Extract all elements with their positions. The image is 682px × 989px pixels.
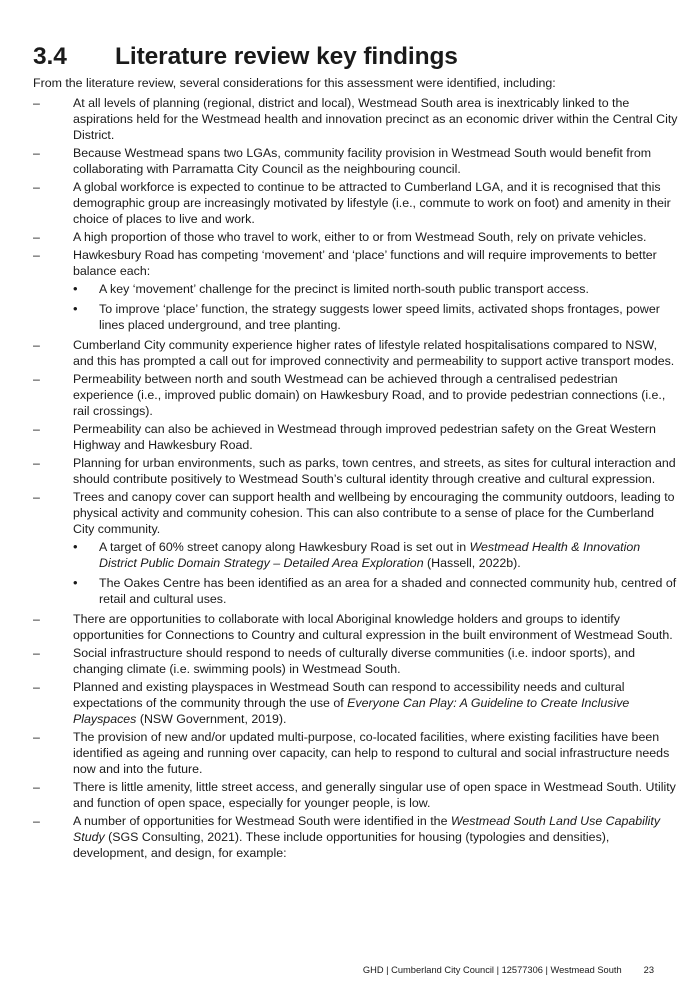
footer-text: GHD | Cumberland City Council | 12577306 | Westmead South: [362, 965, 622, 975]
item-text: Planned and existing playspaces in Westmead South can respond to accessibility needs and cultural expectations of the community through the use of: [73, 680, 625, 710]
finding-item: [33, 95, 678, 143]
intro-paragraph: From the literature review, several considerations for this assessment were identified, including:: [33, 76, 556, 90]
sub-bullet-item: [33, 301, 678, 333]
finding-item: [33, 489, 678, 537]
item-text: Because Westmead spans two LGAs, community facility provision in Westmead South would benefit from collaborating with Parramatta City Council as the neighbouring council.: [73, 146, 652, 176]
document-page: [33, 42, 678, 863]
finding-item: [33, 421, 678, 453]
finding-item: [33, 229, 678, 245]
sub-bullet-item: [33, 281, 678, 297]
finding-item: [33, 337, 678, 369]
item-text: Permeability can also be achieved in Westmead through improved pedestrian safety on the Great Western Highway and Hawkesbury Road.: [73, 422, 656, 452]
section-number: 3.4: [33, 43, 67, 70]
item-text: The Oakes Centre has been identified as an area for a shaded and connected community hub, centred of retail and cultural uses.: [99, 576, 677, 606]
item-text: Cumberland City community experience higher rates of lifestyle related hospitalisations compared to NSW, and this has prompted a call out for improved connectivity and permeability to support active transport modes.: [73, 338, 675, 368]
citation-title: Everyone Can Play: A Guideline to Create Inclusive Playspaces: [73, 696, 630, 726]
item-text: Social infrastructure should respond to needs of culturally diverse communities (i.e. indoor sports), and changing climate (i.e. swimming pools) in Westmead South.: [73, 646, 635, 676]
item-text: There is little amenity, little street access, and generally singular use of open space in Westmead South. Utility and function of open space, especially for younger people, is low.: [73, 780, 676, 810]
item-text: A target of 60% street canopy along Hawkesbury Road is set out in: [99, 540, 470, 554]
finding-item: [33, 179, 678, 227]
item-text: To improve ‘place’ function, the strategy suggests lower speed limits, activated shops frontages, power lines placed underground, and tree planting.: [99, 302, 660, 332]
finding-item: [33, 611, 678, 643]
finding-item: [33, 779, 678, 811]
finding-item: [33, 645, 678, 677]
item-text: The provision of new and/or updated multi-purpose, co-located facilities, where existing facilities have been identified as ageing and running over capacity, can help to respond to cultural and social infrastructure needs now and into the future.: [73, 730, 670, 776]
section-heading: [33, 42, 678, 72]
item-text: A global workforce is expected to continue to be attracted to Cumberland LGA, and it is recognised that this demographic group are increasingly motivated by lifestyle (i.e., commute to work on foot) and amenity in their choice of places to live and work.: [73, 180, 671, 226]
citation-title: Westmead Health & Innovation District Public Domain Strategy – Detailed Area Exploration: [99, 540, 641, 570]
item-text: A key ‘movement’ challenge for the precinct is limited north-south public transport access.: [99, 282, 589, 296]
item-text: (SGS Consulting, 2021). These include opportunities for housing (typologies and densities), development, and design, for example:: [73, 830, 610, 860]
item-text: (NSW Government, 2019).: [136, 712, 287, 726]
item-text: Planning for urban environments, such as parks, town centres, and streets, as sites for cultural interaction and should contribute positively to Westmead South’s cultural identity through creative and cultural expression.: [73, 456, 676, 486]
page-number: 23: [643, 965, 654, 975]
item-text: At all levels of planning (regional, district and local), Westmead South area is inextricably linked to the aspirations held for the Westmead health and innovation precinct as an economic driver within the Central City District.: [73, 96, 678, 142]
section-title: Literature review key findings: [115, 43, 458, 70]
page-footer: [363, 964, 654, 976]
item-text: (Hassell, 2022b).: [423, 556, 521, 570]
finding-item: [33, 247, 678, 279]
finding-item: [33, 371, 678, 419]
item-text: A high proportion of those who travel to work, either to or from Westmead South, rely on private vehicles.: [73, 230, 647, 244]
item-text: Hawkesbury Road has competing ‘movement’ and ‘place’ functions and will require improvements to better balance each:: [73, 248, 657, 278]
citation-title: Westmead South Land Use Capability Study: [73, 814, 661, 844]
finding-item: [33, 455, 678, 487]
item-text: Permeability between north and south Westmead can be achieved through a centralised pedestrian experience (i.e., improved public domain) on Hawkesbury Road, and to provide pedestrian connections (i.e., rail crossings).: [73, 372, 666, 418]
finding-item: [33, 729, 678, 777]
item-text: Trees and canopy cover can support health and wellbeing by encouraging the community outdoors, leading to physical activity and community cohesion. This can also contribute to a sense of place for the Cumberland City community.: [73, 490, 675, 536]
finding-item: [33, 679, 678, 727]
sub-bullet-item: [33, 539, 678, 571]
item-text: A number of opportunities for Westmead South were identified in the: [73, 814, 451, 828]
finding-item: [33, 145, 678, 177]
finding-item: [33, 813, 678, 861]
sub-bullet-item: [33, 575, 678, 607]
item-text: There are opportunities to collaborate with local Aboriginal knowledge holders and groups to identify opportunities for Connections to Country and cultural expression in the built environment of Westmead South.: [73, 612, 673, 642]
findings-list: [33, 95, 678, 861]
